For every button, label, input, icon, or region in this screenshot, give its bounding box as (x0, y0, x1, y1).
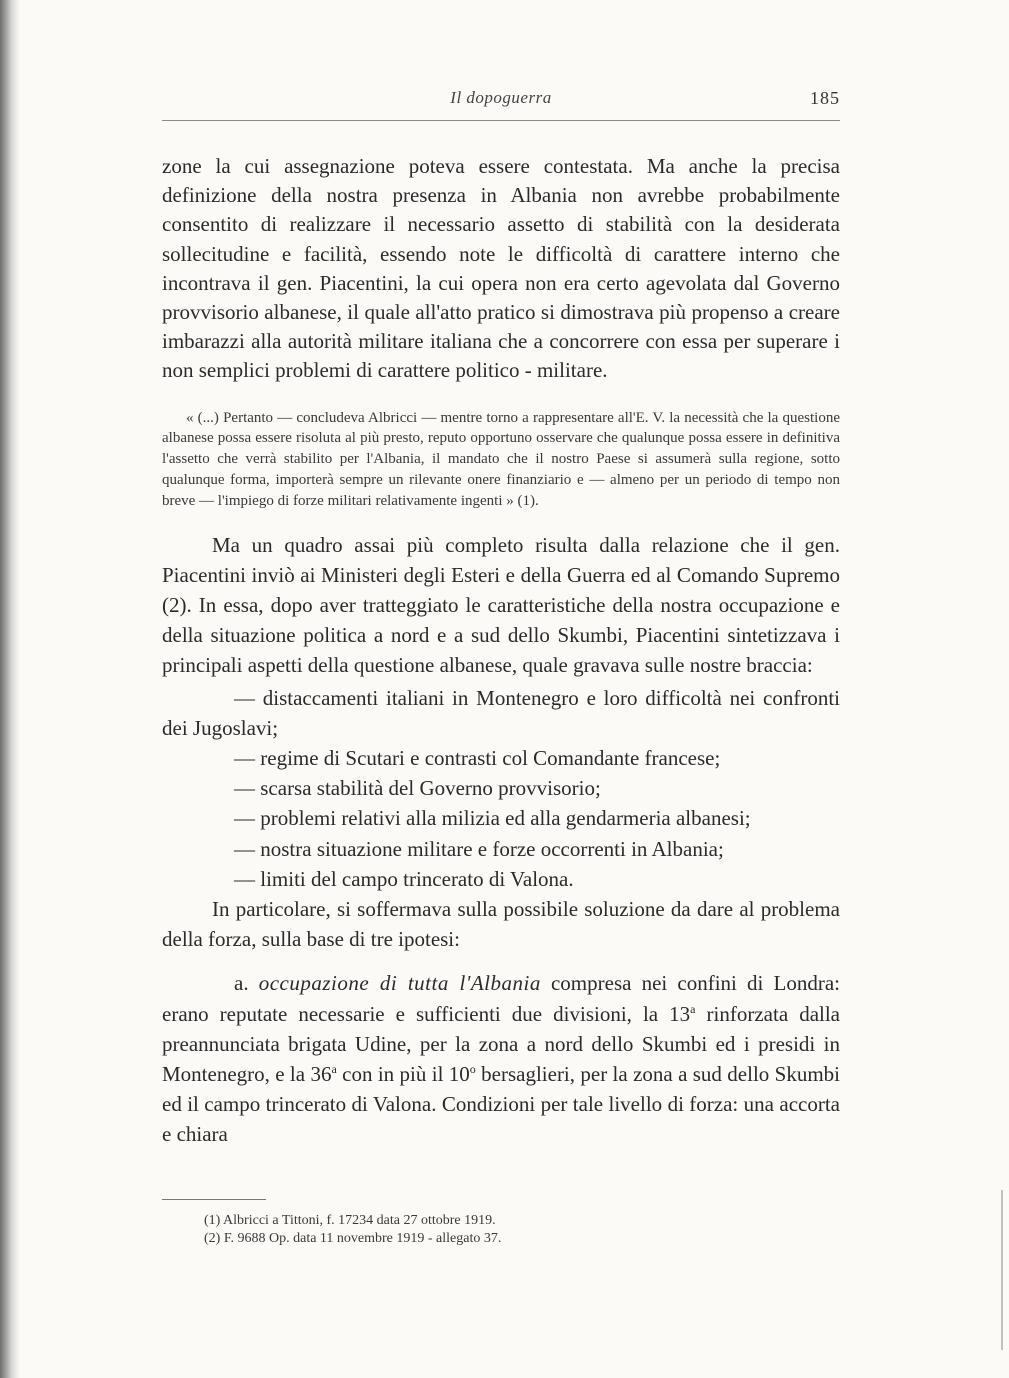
paragraph-4-text: compresa nei confini di Londra: erano reputate necessarie e sufficienti due divisioni, la 13 (162, 971, 840, 1026)
scan-shadow (0, 0, 20, 1378)
list-item: — problemi relativi alla milizia ed alla gendarmeria albanesi; (234, 806, 751, 831)
list-item: — distaccamenti italiani in Montenegro e loro difficoltà nei confronti dei Jugoslavi; (162, 685, 840, 740)
paragraph-1: zone la cui assegnazione poteva essere contestata. Ma anche la precisa definizione della nostra presenza in Albania non avrebbe probabilmente consentito di realizzare il necessario assetto di stabilità con la desiderata sollecitudine e facilità, essendo note le difficoltà di carattere interno che incontrava il gen. Piacentini, la cui opera non era certo agevolata dal Governo provvisorio albanese, il quale all'atto pratico si dimostrava più propenso a creare imbarazzi alla autorità militare italiana che a concorrere con essa per superare i non semplici problemi di carattere politico - militare. (162, 154, 840, 383)
footnote: (2) F. 9688 Op. data 11 novembre 1919 - allegato 37. (204, 1231, 502, 1246)
aspects-list (162, 683, 840, 894)
chapter-title: Il dopoguerra (450, 88, 552, 107)
list-item: — scarsa stabilità del Governo provvisorio; (234, 776, 601, 801)
hypothesis-title: occupazione di tutta l'Albania (258, 971, 541, 996)
page-number: 185 (810, 88, 840, 108)
ordinal-superscript: o (469, 1062, 476, 1077)
paragraph-4-text: con in più il 10 (336, 1062, 470, 1087)
list-item: — limiti del campo trincerato di Valona. (234, 866, 574, 891)
footnote: (1) Albricci a Tittoni, f. 17234 data 27 ottobre 1919. (204, 1213, 496, 1228)
paragraph-2: Ma un quadro assai più completo risulta dalla relazione che il gen. Piacentini inviò ai Ministeri degli Esteri e della Guerra ed al Comando Supremo (2). In essa, dopo aver tratteggiato le caratteristiche della nostra occupazione e della situazione politica a nord e a sud dello Skumbi, Piacentini sintetizzava i principali aspetti della questione albanese, quale gravava sulle nostre braccia: (162, 532, 840, 678)
ordinal-superscript: a (331, 1062, 337, 1077)
scan-mark (1001, 1190, 1003, 1350)
list-item: — regime di Scutari e contrasti col Comandante francese; (234, 746, 721, 771)
paragraph-4-text: bersaglieri, per la zona a sud dello Skumbi ed il campo trincerato di Valona. Condizioni per tale livello di forza: una accorta e chiara (162, 1062, 840, 1147)
block-quote: « (...) Pertanto — concludeva Albricci — mentre torno a rappresentare all'E. V. la necessità che la questione albanese possa essere risoluta al più presto, reputo opportuno osservare che qualunque possa essere in definitiva l'assetto che verrà stabilito per l'Albania, il mandato che il nostro Paese si assumerà sulla regione, sotto qualunque forma, importerà sempre un rilevante onere finanziario e — almeno per un periodo di tempo non breve — l'impiego di forze militari relativamente ingenti » (1). (162, 409, 840, 509)
footnote-rule (162, 1199, 266, 1200)
footnotes (204, 1212, 804, 1248)
paragraph-3: In particolare, si soffermava sulla possibile soluzione da dare al problema della forza, sulla base di tre ipotesi: (162, 897, 840, 952)
list-item: — nostra situazione militare e forze occorrenti in Albania; (234, 836, 724, 861)
hypothesis-label: a. (234, 971, 259, 996)
running-head (162, 76, 840, 121)
paragraph-4 (162, 968, 840, 1149)
ordinal-superscript: a (690, 1001, 696, 1016)
paragraph-4-text: rinforzata dalla preannunciata brigata Udine, per la zona a nord dello Skumbi ed i presidi in Montenegro, e la 36 (162, 1001, 840, 1087)
body-text (162, 152, 840, 1150)
